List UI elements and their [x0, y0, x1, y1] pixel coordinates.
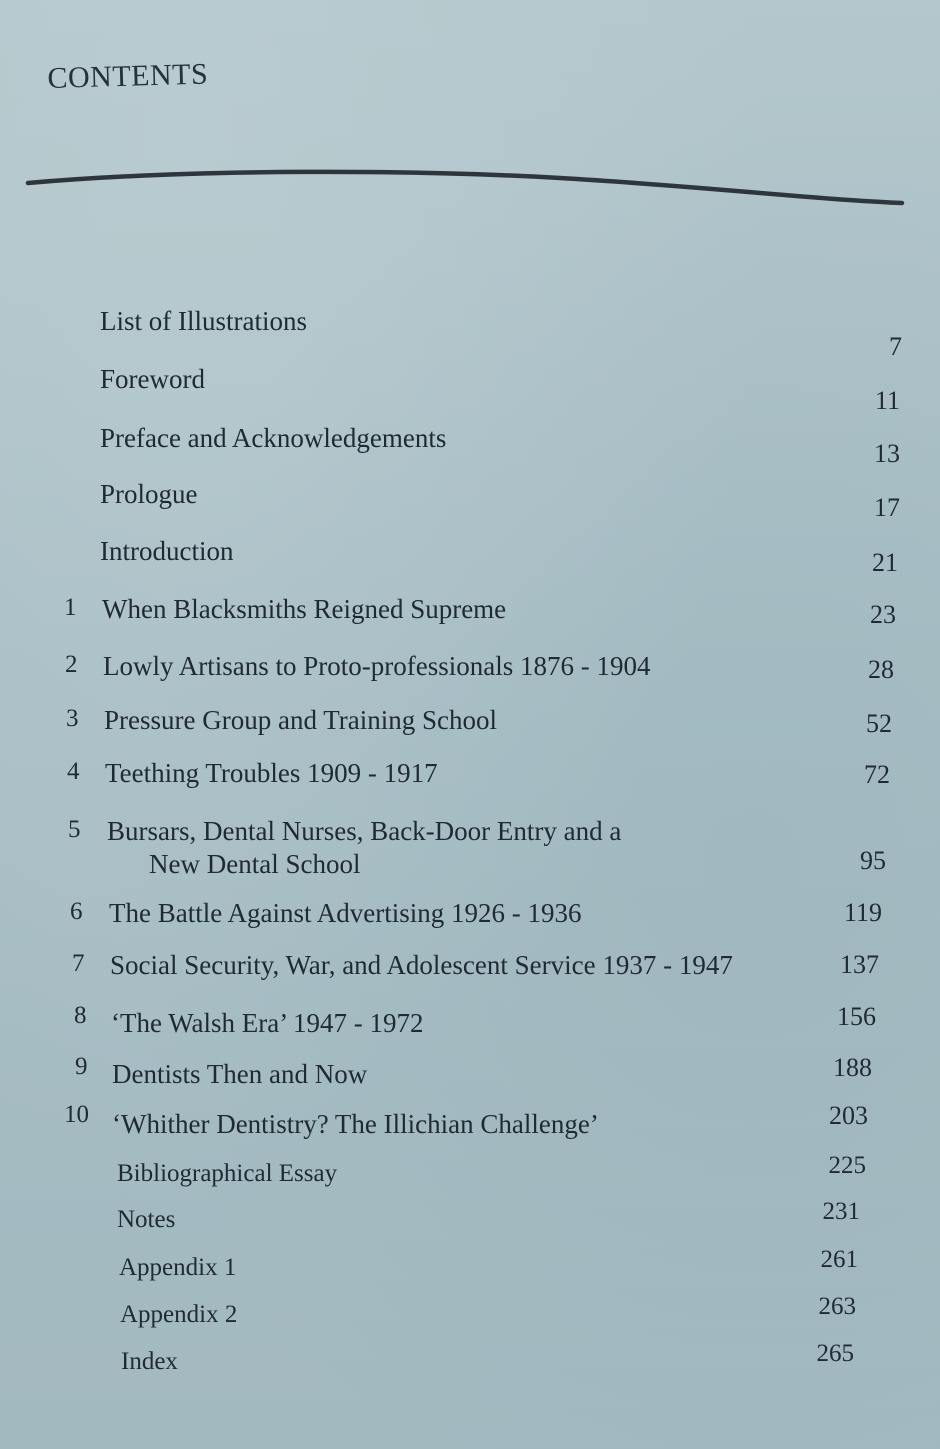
- toc-entry-chapter-2[interactable]: [0, 651, 940, 691]
- toc-entry-chapter-3[interactable]: [0, 705, 940, 745]
- toc-page-number: 23: [870, 600, 896, 629]
- toc-entry-foreword[interactable]: [0, 364, 940, 415]
- toc-page-number: 119: [843, 898, 882, 927]
- chapter-number: 9: [75, 1053, 88, 1080]
- toc-page-number: 7: [889, 332, 902, 361]
- toc-page-number: 21: [872, 548, 898, 577]
- toc-page-number: 188: [833, 1053, 872, 1082]
- toc-page-number: 11: [874, 386, 900, 415]
- toc-title: [107, 816, 621, 880]
- toc-entry-prologue[interactable]: [0, 479, 940, 522]
- toc-entry-notes[interactable]: [0, 1198, 940, 1244]
- toc-entry-chapter-8[interactable]: [0, 1002, 940, 1042]
- toc-title: Pressure Group and Training School: [104, 705, 497, 735]
- chapter-number: 8: [74, 1002, 87, 1029]
- toc-entry-appendix-1[interactable]: [0, 1246, 940, 1292]
- toc-entry-preface[interactable]: [0, 423, 940, 468]
- toc-title: ‘Whither Dentistry? The Illichian Challenge’: [112, 1109, 599, 1139]
- chapter-number: 6: [70, 898, 83, 925]
- toc-title: Social Security, War, and Adolescent Service 1937 - 1947: [110, 950, 733, 980]
- chapter-number: 5: [68, 816, 81, 843]
- toc-title: When Blacksmiths Reigned Supreme: [102, 594, 507, 624]
- toc-title: Introduction: [100, 536, 234, 566]
- chapter-number: 2: [65, 651, 78, 678]
- toc-entry-chapter-1[interactable]: [0, 594, 940, 634]
- toc-entry-index[interactable]: [0, 1340, 940, 1386]
- toc-title: Dentists Then and Now: [112, 1059, 368, 1089]
- toc-title: Preface and Acknowledgements: [100, 423, 447, 453]
- toc-entry-list-of-illustrations[interactable]: [0, 306, 940, 361]
- chapter-number: 3: [66, 705, 79, 732]
- toc-title: Appendix 2: [120, 1301, 238, 1328]
- toc-page-number: 156: [837, 1002, 876, 1031]
- toc-title: Foreword: [100, 364, 205, 394]
- toc-page-number: 231: [822, 1198, 860, 1225]
- toc-title-line-1: Bursars, Dental Nurses, Back-Door Entry and a: [107, 816, 622, 846]
- toc-page-number: 137: [840, 950, 879, 979]
- toc-title: List of Illustrations: [100, 306, 307, 336]
- toc-entry-chapter-4[interactable]: [0, 758, 940, 798]
- toc-title: Notes: [117, 1206, 176, 1233]
- toc-entry-chapter-5[interactable]: [0, 816, 940, 886]
- toc-title: Prologue: [100, 479, 198, 509]
- toc-title: Bibliographical Essay: [117, 1160, 338, 1187]
- toc-page-number: 263: [818, 1293, 856, 1320]
- toc-page-number: 225: [828, 1152, 866, 1179]
- chapter-number: 1: [64, 594, 77, 621]
- toc-entry-chapter-10[interactable]: [0, 1101, 940, 1141]
- toc-title: Teething Troubles 1909 - 1917: [105, 758, 438, 788]
- toc-page-number: 28: [868, 655, 894, 684]
- toc-entry-bibliographical-essay[interactable]: [0, 1152, 940, 1198]
- toc-page-number: 265: [816, 1340, 854, 1367]
- chapter-number: 7: [72, 950, 85, 977]
- toc-page-number: 261: [820, 1246, 858, 1273]
- toc-entry-chapter-9[interactable]: [0, 1053, 940, 1093]
- toc-title: The Battle Against Advertising 1926 - 1936: [109, 898, 582, 928]
- toc-title-line-2: New Dental School: [149, 849, 361, 879]
- toc-page-number: 17: [874, 493, 900, 522]
- toc-title: ‘The Walsh Era’ 1947 - 1972: [111, 1008, 424, 1038]
- page-title: CONTENTS: [47, 57, 209, 96]
- toc-entry-chapter-7[interactable]: [0, 950, 940, 990]
- toc-entry-appendix-2[interactable]: [0, 1293, 940, 1339]
- toc-entry-introduction[interactable]: [0, 536, 940, 576]
- chapter-number: 4: [67, 758, 80, 785]
- toc-page-number: 52: [866, 709, 892, 738]
- toc-title: Appendix 1: [119, 1254, 237, 1281]
- heading-divider-rule: [0, 0, 940, 260]
- toc-title: Index: [121, 1348, 178, 1375]
- toc-page-number: 203: [829, 1101, 868, 1130]
- toc-page-number: 13: [874, 439, 900, 468]
- toc-page-number: 95: [860, 846, 886, 875]
- toc-entry-chapter-6[interactable]: [0, 898, 940, 938]
- toc-page-number: 72: [864, 760, 890, 789]
- toc-title: Lowly Artisans to Proto-professionals 1876 - 1904: [103, 651, 651, 681]
- chapter-number: 10: [64, 1101, 89, 1128]
